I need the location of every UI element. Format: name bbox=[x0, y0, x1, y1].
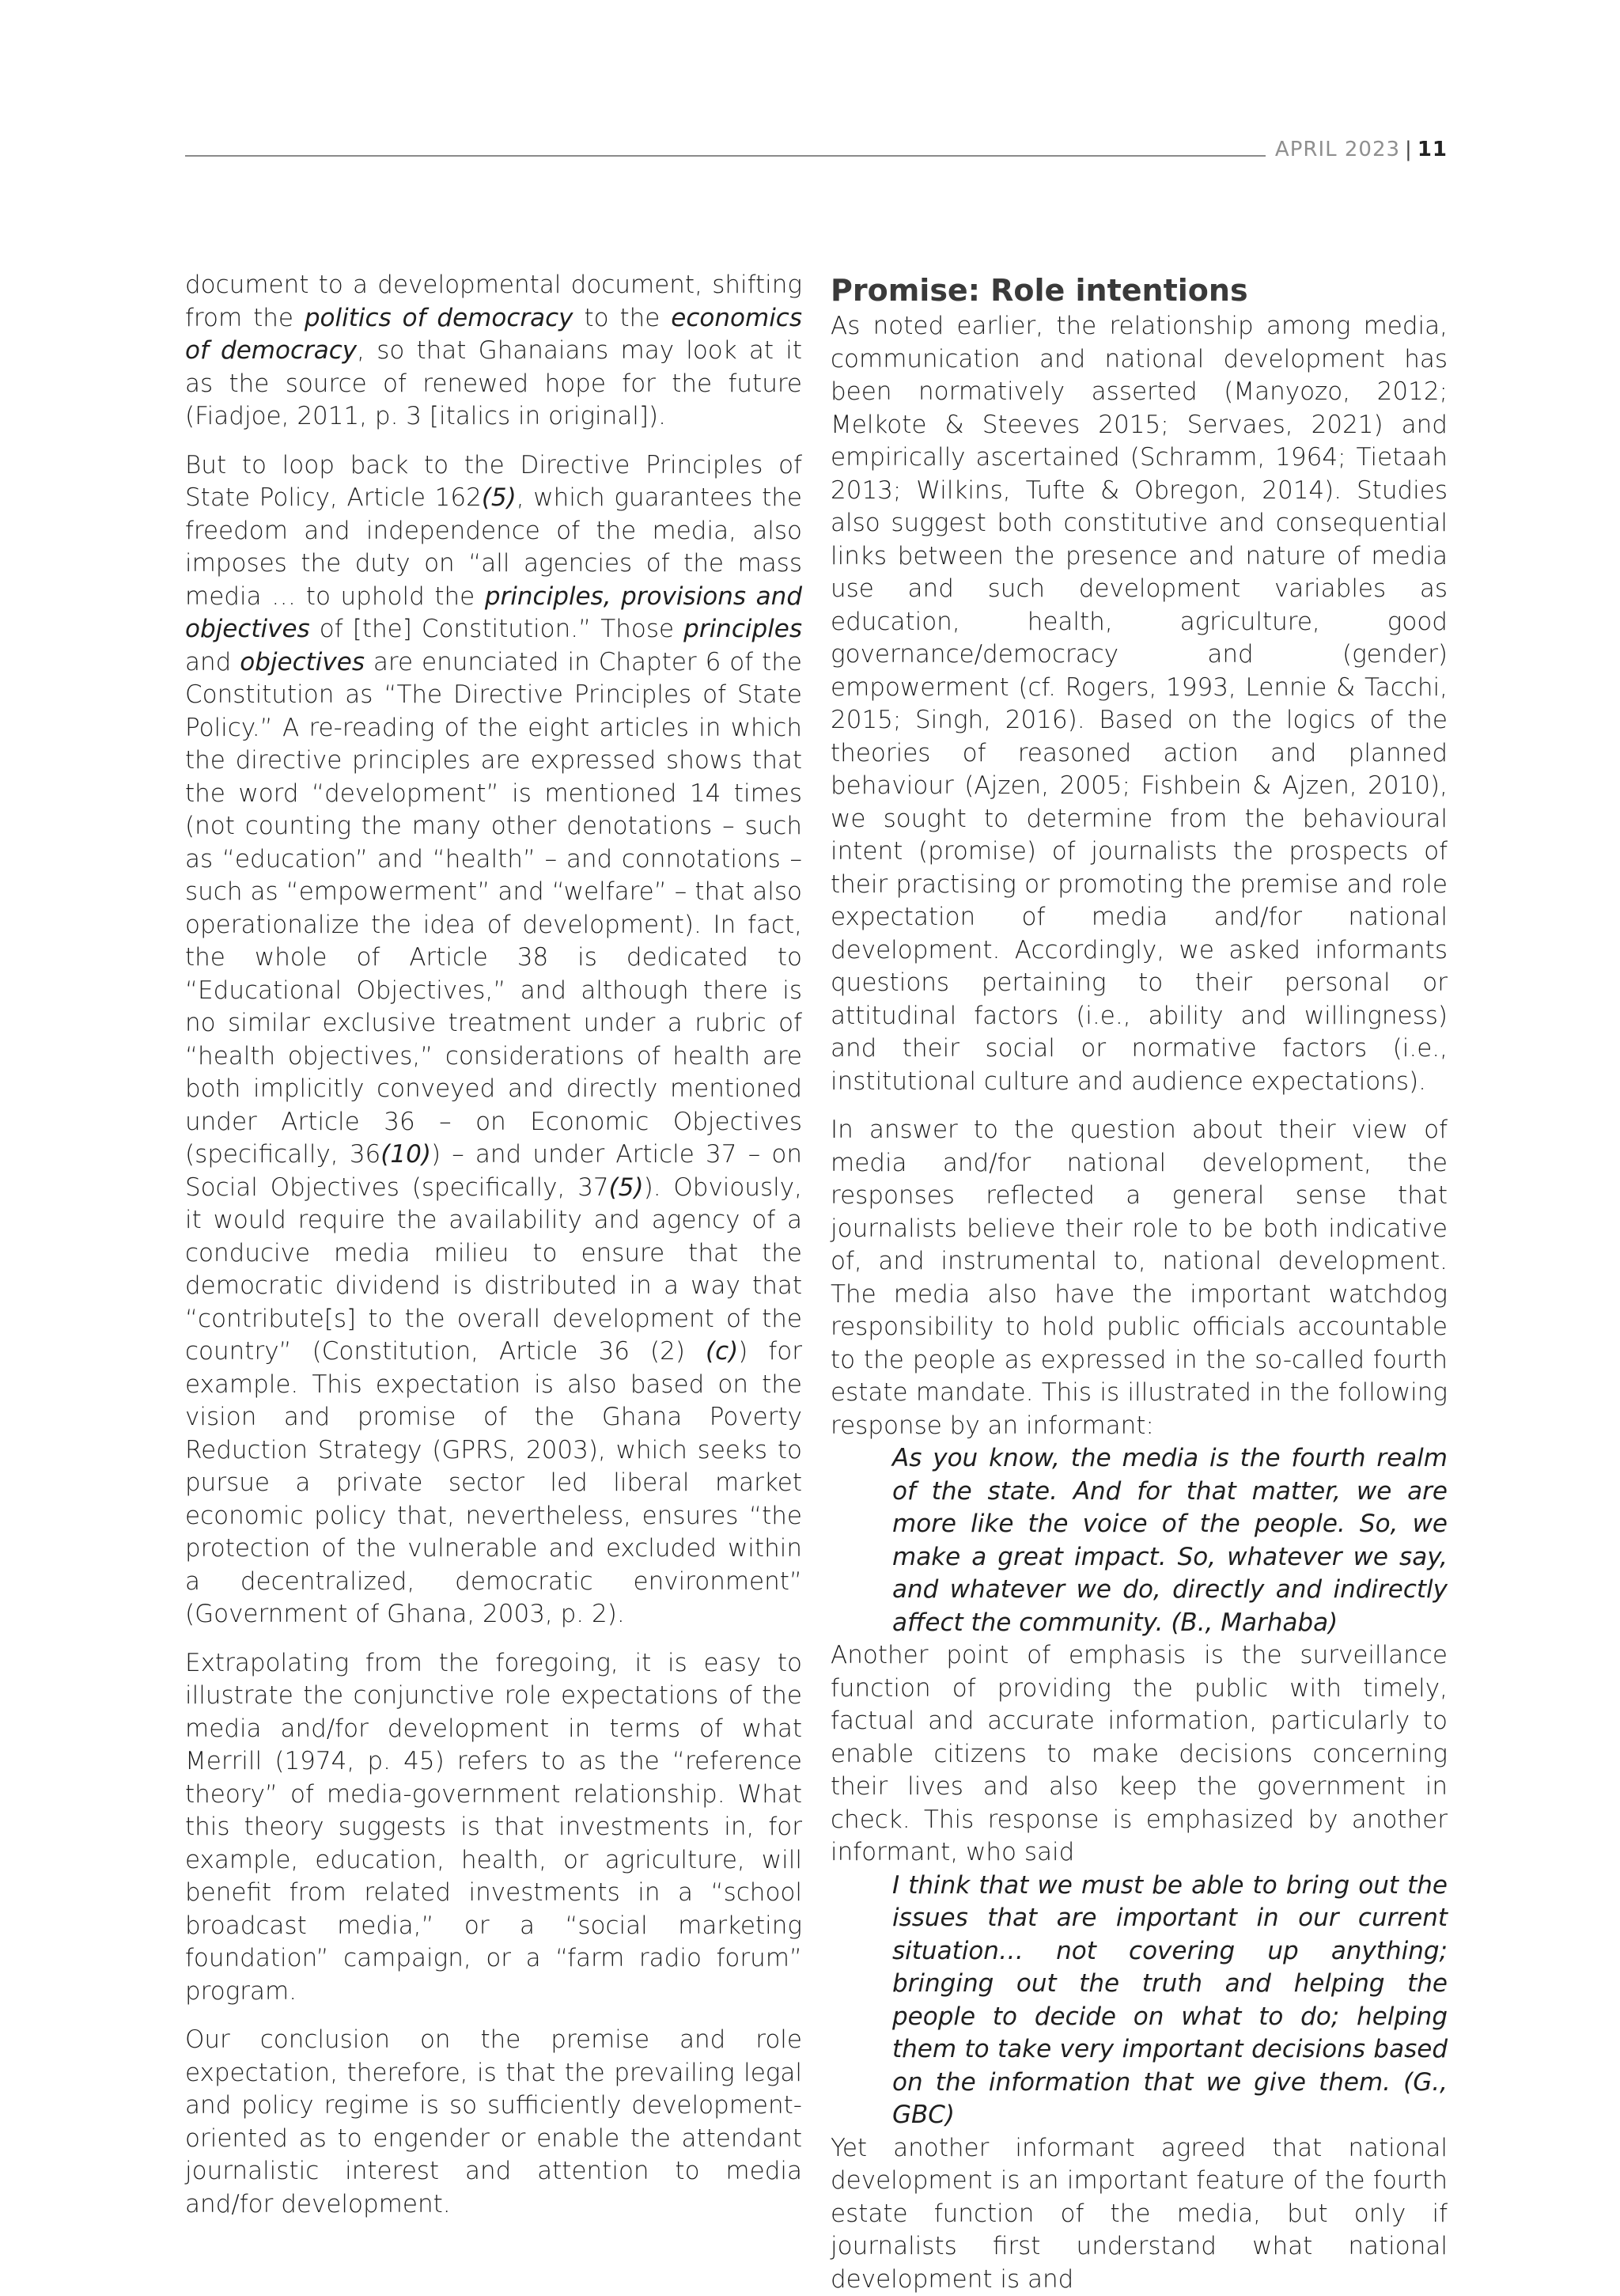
text-run: , so that Ghanaians may look at it as the source of renewed hope for the future (Fiadjoe, 2011, p. 3 [italics in original]). bbox=[185, 336, 802, 430]
emphasis: principles bbox=[683, 615, 802, 643]
text-run: ) for example. This expectation is also based on the vision and promise of the Ghana Poverty Reduction Strategy (GPRS, 2003), which seeks to pursue a private sector led liberal market economic policy that, nevertheless, ensures “the protection of the vulnerable and excluded within a decentralized, democratic environment” (Government of Ghana, 2003, p. 2). bbox=[185, 1337, 802, 1628]
right-column bbox=[831, 269, 1448, 2296]
left-column bbox=[185, 269, 802, 2221]
page-number: 11 bbox=[1418, 138, 1448, 161]
emphasis: (5) bbox=[482, 483, 517, 512]
text-run: But to loop back to the Directive Principles of State Policy, Article 162 bbox=[185, 451, 802, 513]
running-head bbox=[1275, 136, 1448, 163]
right-paragraph-4: Yet another informant agreed that national development is an important feature of the fourth estate function of the media, but only if journalists first understand what national development is and bbox=[831, 2132, 1448, 2296]
left-paragraph-1 bbox=[185, 269, 802, 434]
issue-date: APRIL 2023 bbox=[1275, 138, 1400, 161]
emphasis: politics of democracy bbox=[305, 304, 573, 332]
text-run: document to a developmental document, shifting from the bbox=[185, 271, 802, 332]
text-run: ). Obviously, it would require the availability and agency of a conducive media milieu to ensure that the democratic dividend is distributed in a way that “contribute[s] to the overall development of the country” (Constitution, Article 36 (2) bbox=[185, 1173, 802, 1366]
text-run: , which guarantees the freedom and independence of the media, also imposes the duty on “all agencies of the mass media … to uphold the bbox=[185, 483, 802, 611]
right-paragraph-2: In answer to the question about their view of media and/for national development, the responses reflected a general sense that journalists believe their role to be both indicative of, and instrumental to, national development. The media also have the important watchdog responsibility to hold public officials accountable to the people as expressed in the so-called fourth estate mandate. This is illustrated in the following response by an informant: bbox=[831, 1114, 1448, 1442]
header-rule bbox=[185, 155, 1266, 157]
text-run: are enunciated in Chapter 6 of the Constitution as “The Directive Principles of State Policy.” A re-reading of the eight articles in which the directive principles are expressed shows that the word “development” is mentioned 14 times (not counting the many other denotations – such as “education” and “health” – and connotations – such as “empowerment” and “welfare” – that also operationalize the idea of development). In fact, the whole of Article 38 is dedicated to “Educational Objectives,” and although there is no similar exclusive treatment under a rubric of “health objectives,” considerations of health are both implicitly conveyed and directly mentioned under Article 36 – on Economic Objectives (specifically, 36 bbox=[185, 648, 802, 1169]
header-separator: | bbox=[1405, 138, 1413, 161]
right-paragraph-1: As noted earlier, the relationship among media, communication and national development has been normatively asserted (Manyozo, 2012; Melkote & Steeves 2015; Servaes, 2021) and empirically ascertained (Schramm, 1964; Tietaah 2013; Wilkins, Tufte & Obregon, 2014). Studies also suggest both constitutive and consequential links between the presence and nature of media use and such development variables as education, health, agriculture, good governance/democracy and (gender) empowerment (cf. Rogers, 1993, Lennie & Tacchi, 2015; Singh, 2016). Based on the logics of the theories of reasoned action and planned behaviour (Ajzen, 2005; Fishbein & Ajzen, 2010), we sought to determine from the behavioural intent (promise) of journalists the prospects of their practising or promoting the premise and role expectation of media and/for national development. Accordingly, we asked informants questions pertaining to their personal or attitudinal factors (i.e., ability and willingness) and their social or normative factors (i.e., institutional culture and audience expectations). bbox=[831, 310, 1448, 1098]
emphasis: (10) bbox=[380, 1140, 431, 1169]
emphasis: principles, provisions and objectives bbox=[185, 582, 802, 644]
emphasis: economics of democracy bbox=[185, 304, 802, 366]
text-run: to the bbox=[573, 304, 672, 332]
text-run: ) – and under Article 37 – on Social Objectives (specifically, 37 bbox=[185, 1140, 802, 1202]
text-run: and bbox=[185, 648, 240, 676]
emphasis: objectives bbox=[240, 648, 365, 676]
block-quote-1: As you know, the media is the fourth realm of the state. And for that matter, we are more like the voice of the people. So, we make a great impact. So, whatever we say, and whatever we do, directly and indirectly affect the community. (B., Marhaba) bbox=[892, 1442, 1448, 1639]
left-paragraph-2 bbox=[185, 449, 802, 1631]
text-run: of [the] Constitution.” Those bbox=[310, 615, 683, 643]
right-paragraph-3: Another point of emphasis is the surveillance function of providing the public with timely, factual and accurate information, particularly to enable citizens to make decisions concerning their lives and also keep the government in check. This response is emphasized by another informant, who said bbox=[831, 1639, 1448, 1870]
emphasis: (c) bbox=[706, 1337, 738, 1366]
section-heading: Promise: Role intentions bbox=[831, 272, 1448, 309]
left-paragraph-3: Extrapolating from the foregoing, it is easy to illustrate the conjunctive role expectations of the media and/for development in terms of what Merrill (1974, p. 45) refers to as the “reference theory” of media-government relationship. What this theory suggests is that investments in, for example, education, health, or agriculture, will benefit from related investments in a “school broadcast media,” or a “social marketing foundation” campaign, or a “farm radio forum” program. bbox=[185, 1647, 802, 2009]
block-quote-2: I think that we must be able to bring out the issues that are important in our current situation… not covering up anything; bringing out the truth and helping the people to decide on what to do; helping them to take very important decisions based on the information that we give them. (G., GBC) bbox=[892, 1870, 1448, 2132]
emphasis: (5) bbox=[609, 1173, 644, 1202]
left-paragraph-4: Our conclusion on the premise and role expectation, therefore, is that the prevailing legal and policy regime is so sufficiently development-oriented as to engender or enable the attendant journalistic interest and attention to media and/for development. bbox=[185, 2024, 802, 2221]
